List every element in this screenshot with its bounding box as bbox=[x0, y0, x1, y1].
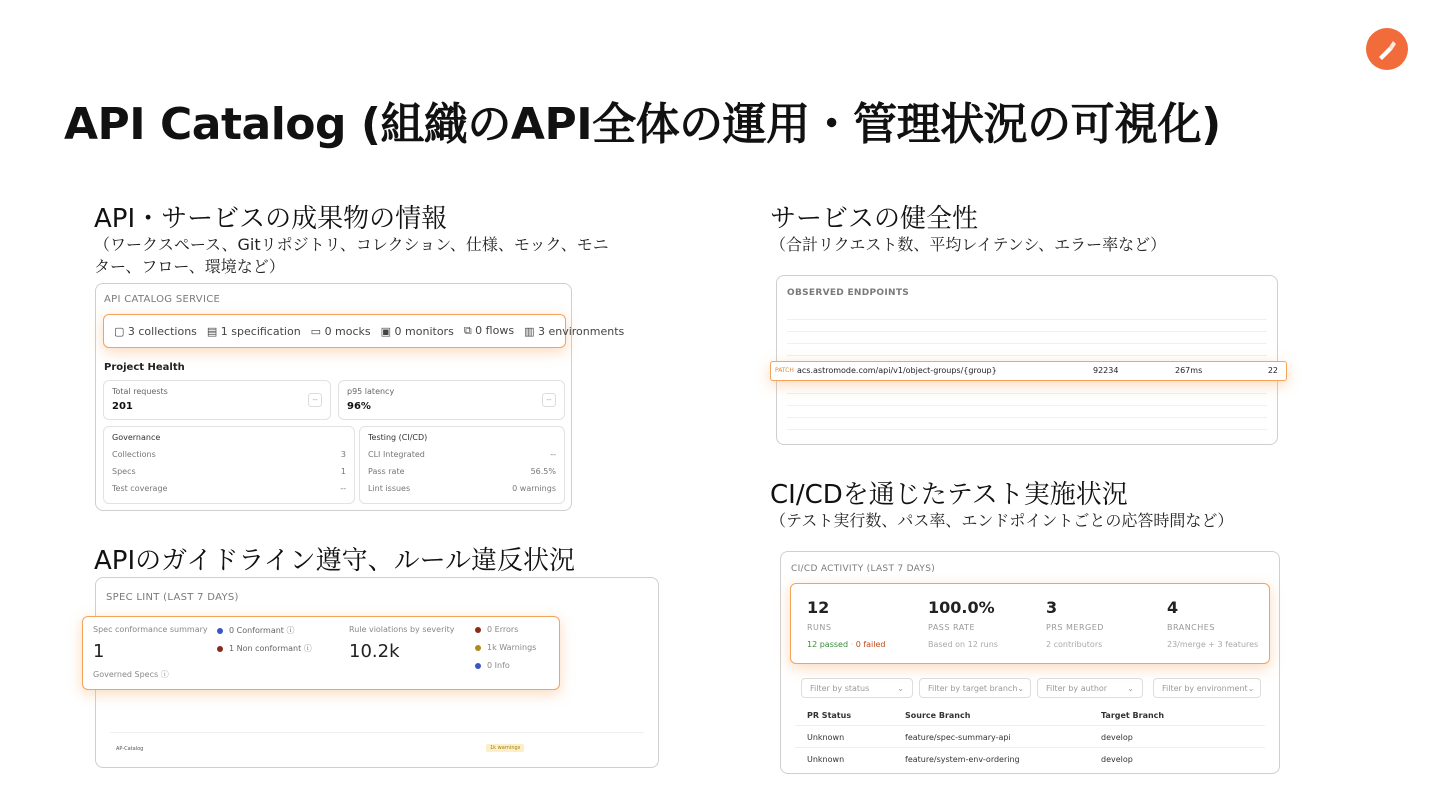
artifacts-sub-1: （ワークスペース、Gitリポジトリ、コレクション、仕様、モック、モニ bbox=[94, 235, 609, 254]
endpoint-errors: 22 bbox=[1267, 366, 1278, 375]
endpoint-row[interactable] bbox=[787, 394, 1267, 406]
lint-card-title: SPEC LINT (LAST 7 DAYS) bbox=[106, 592, 239, 603]
lint-row-tag: 1k warnings bbox=[486, 744, 524, 752]
cicd-card-title: CI/CD ACTIVITY (LAST 7 DAYS) bbox=[791, 564, 936, 574]
health-sub: （合計リクエスト数、平均レイテンシ、エラー率など） bbox=[770, 235, 1167, 254]
conformant-count: 0 Conformant ⓘ bbox=[217, 625, 295, 636]
cicd-sub: （テスト実行数、パス率、エンドポイントごとの応答時間など） bbox=[770, 511, 1234, 530]
endpoint-row[interactable] bbox=[787, 418, 1267, 430]
catalog-card-title: API CATALOG SERVICE bbox=[104, 294, 221, 305]
prs-merged-stat: 3 PRS MERGED 2 contributors bbox=[1046, 598, 1104, 649]
total-requests-value: 201 bbox=[112, 401, 133, 412]
filter-status-dropdown[interactable]: Filter by status ⌄ bbox=[801, 678, 913, 698]
environments-stat[interactable]: ▥ 3 environments bbox=[524, 324, 625, 338]
endpoints-card-title: OBSERVED ENDPOINTS bbox=[787, 288, 910, 298]
observed-endpoints-card bbox=[776, 275, 1278, 445]
pr-table-header: PR Status Source Branch Target Branch bbox=[795, 704, 1265, 726]
specification-stat[interactable]: ▤ 1 specification bbox=[206, 324, 301, 338]
api-catalog-card bbox=[95, 283, 625, 511]
endpoint-row[interactable] bbox=[787, 406, 1267, 418]
cicd-stats-panel bbox=[790, 583, 1270, 664]
endpoint-row[interactable] bbox=[787, 382, 1267, 394]
filter-environment-dropdown[interactable]: Filter by environment ⌄ bbox=[1153, 678, 1261, 698]
flows-stat[interactable]: ⧉ 0 flows bbox=[463, 324, 515, 337]
artifacts-heading: API・サービスの成果物の情報 bbox=[94, 204, 448, 234]
monitors-stat[interactable]: ▣ 0 monitors bbox=[380, 324, 454, 338]
catalog-stats-bar bbox=[103, 314, 625, 348]
endpoint-row[interactable] bbox=[787, 332, 1267, 344]
branches-stat: 4 BRANCHES 23/merge + 3 features bbox=[1167, 598, 1259, 649]
p95-latency-box: p95 latency 96% -- bbox=[338, 380, 565, 420]
mocks-stat[interactable]: ▭ 0 mocks bbox=[310, 324, 371, 338]
runs-stat: 12 RUNS 12 passed · 0 failed bbox=[807, 598, 886, 649]
spec-conformance-summary: Spec conformance summary 1 Governed Specs ⓘ 0 Conformant ⓘ 1 Non conformant ⓘ Rule violations by severity 10.2k 0 Errors 1k Warnings 0 Info bbox=[82, 616, 560, 690]
filter-target-branch-dropdown[interactable]: Filter by target branch ⌄ bbox=[919, 678, 1031, 698]
highlighted-endpoint-row[interactable]: PATCH acs.astromode.com/api/v1/object-groups/{group} 92234 267ms 22 bbox=[770, 361, 1287, 381]
project-health-title: Project Health bbox=[104, 362, 185, 373]
health-heading: サービスの健全性 bbox=[770, 204, 979, 234]
info-count: 0 Info bbox=[475, 661, 510, 670]
endpoint-requests: 92234 bbox=[1093, 366, 1119, 375]
p95-latency-menu[interactable]: -- bbox=[542, 393, 556, 407]
warnings-count: 1k Warnings bbox=[475, 643, 536, 652]
nonconformant-count: 1 Non conformant ⓘ bbox=[217, 643, 312, 654]
governed-specs-value: 1 bbox=[93, 641, 105, 662]
violations-value: 10.2k bbox=[349, 641, 400, 662]
pr-table-row[interactable]: Unknown feature/spec-summary-api develop bbox=[795, 726, 1265, 748]
governance-box: Governance Collections 3 Specs 1 Test coverage -- bbox=[103, 426, 355, 504]
endpoint-row[interactable] bbox=[787, 344, 1267, 356]
testing-box: Testing (CI/CD) CLI Integrated -- Pass rate 56.5% Lint issues 0 warnings bbox=[359, 426, 565, 504]
artifacts-sub-2: ター、フロー、環境など） bbox=[94, 257, 285, 276]
cicd-heading: CI/CDを通じたテスト実施状況 bbox=[770, 480, 1128, 510]
total-requests-box: Total requests 201 -- bbox=[103, 380, 331, 420]
page-title: API Catalog (組織のAPI全体の運用・管理状況の可視化) bbox=[64, 99, 1221, 150]
lint-heading: APIのガイドライン遵守、ルール違反状況 bbox=[94, 546, 576, 576]
p95-latency-value: 96% bbox=[347, 401, 371, 412]
endpoints-header-row bbox=[787, 308, 1267, 320]
collections-stat[interactable]: ▢ 3 collections bbox=[114, 324, 197, 338]
pr-table-row[interactable]: Unknown feature/system-env-ordering develop bbox=[807, 755, 1133, 764]
errors-count: 0 Errors bbox=[475, 625, 518, 634]
filter-author-dropdown[interactable]: Filter by author ⌄ bbox=[1037, 678, 1143, 698]
pass-rate-stat: 100.0% PASS RATE Based on 12 runs bbox=[928, 598, 998, 649]
endpoint-path: acs.astromode.com/api/v1/object-groups/{group} bbox=[797, 366, 997, 375]
postman-logo-icon bbox=[1366, 28, 1408, 70]
total-requests-menu[interactable]: -- bbox=[308, 393, 322, 407]
endpoint-row[interactable] bbox=[787, 320, 1267, 332]
endpoint-latency: 267ms bbox=[1175, 366, 1203, 375]
lint-row-spec[interactable]: AP-Catalog bbox=[116, 746, 144, 752]
